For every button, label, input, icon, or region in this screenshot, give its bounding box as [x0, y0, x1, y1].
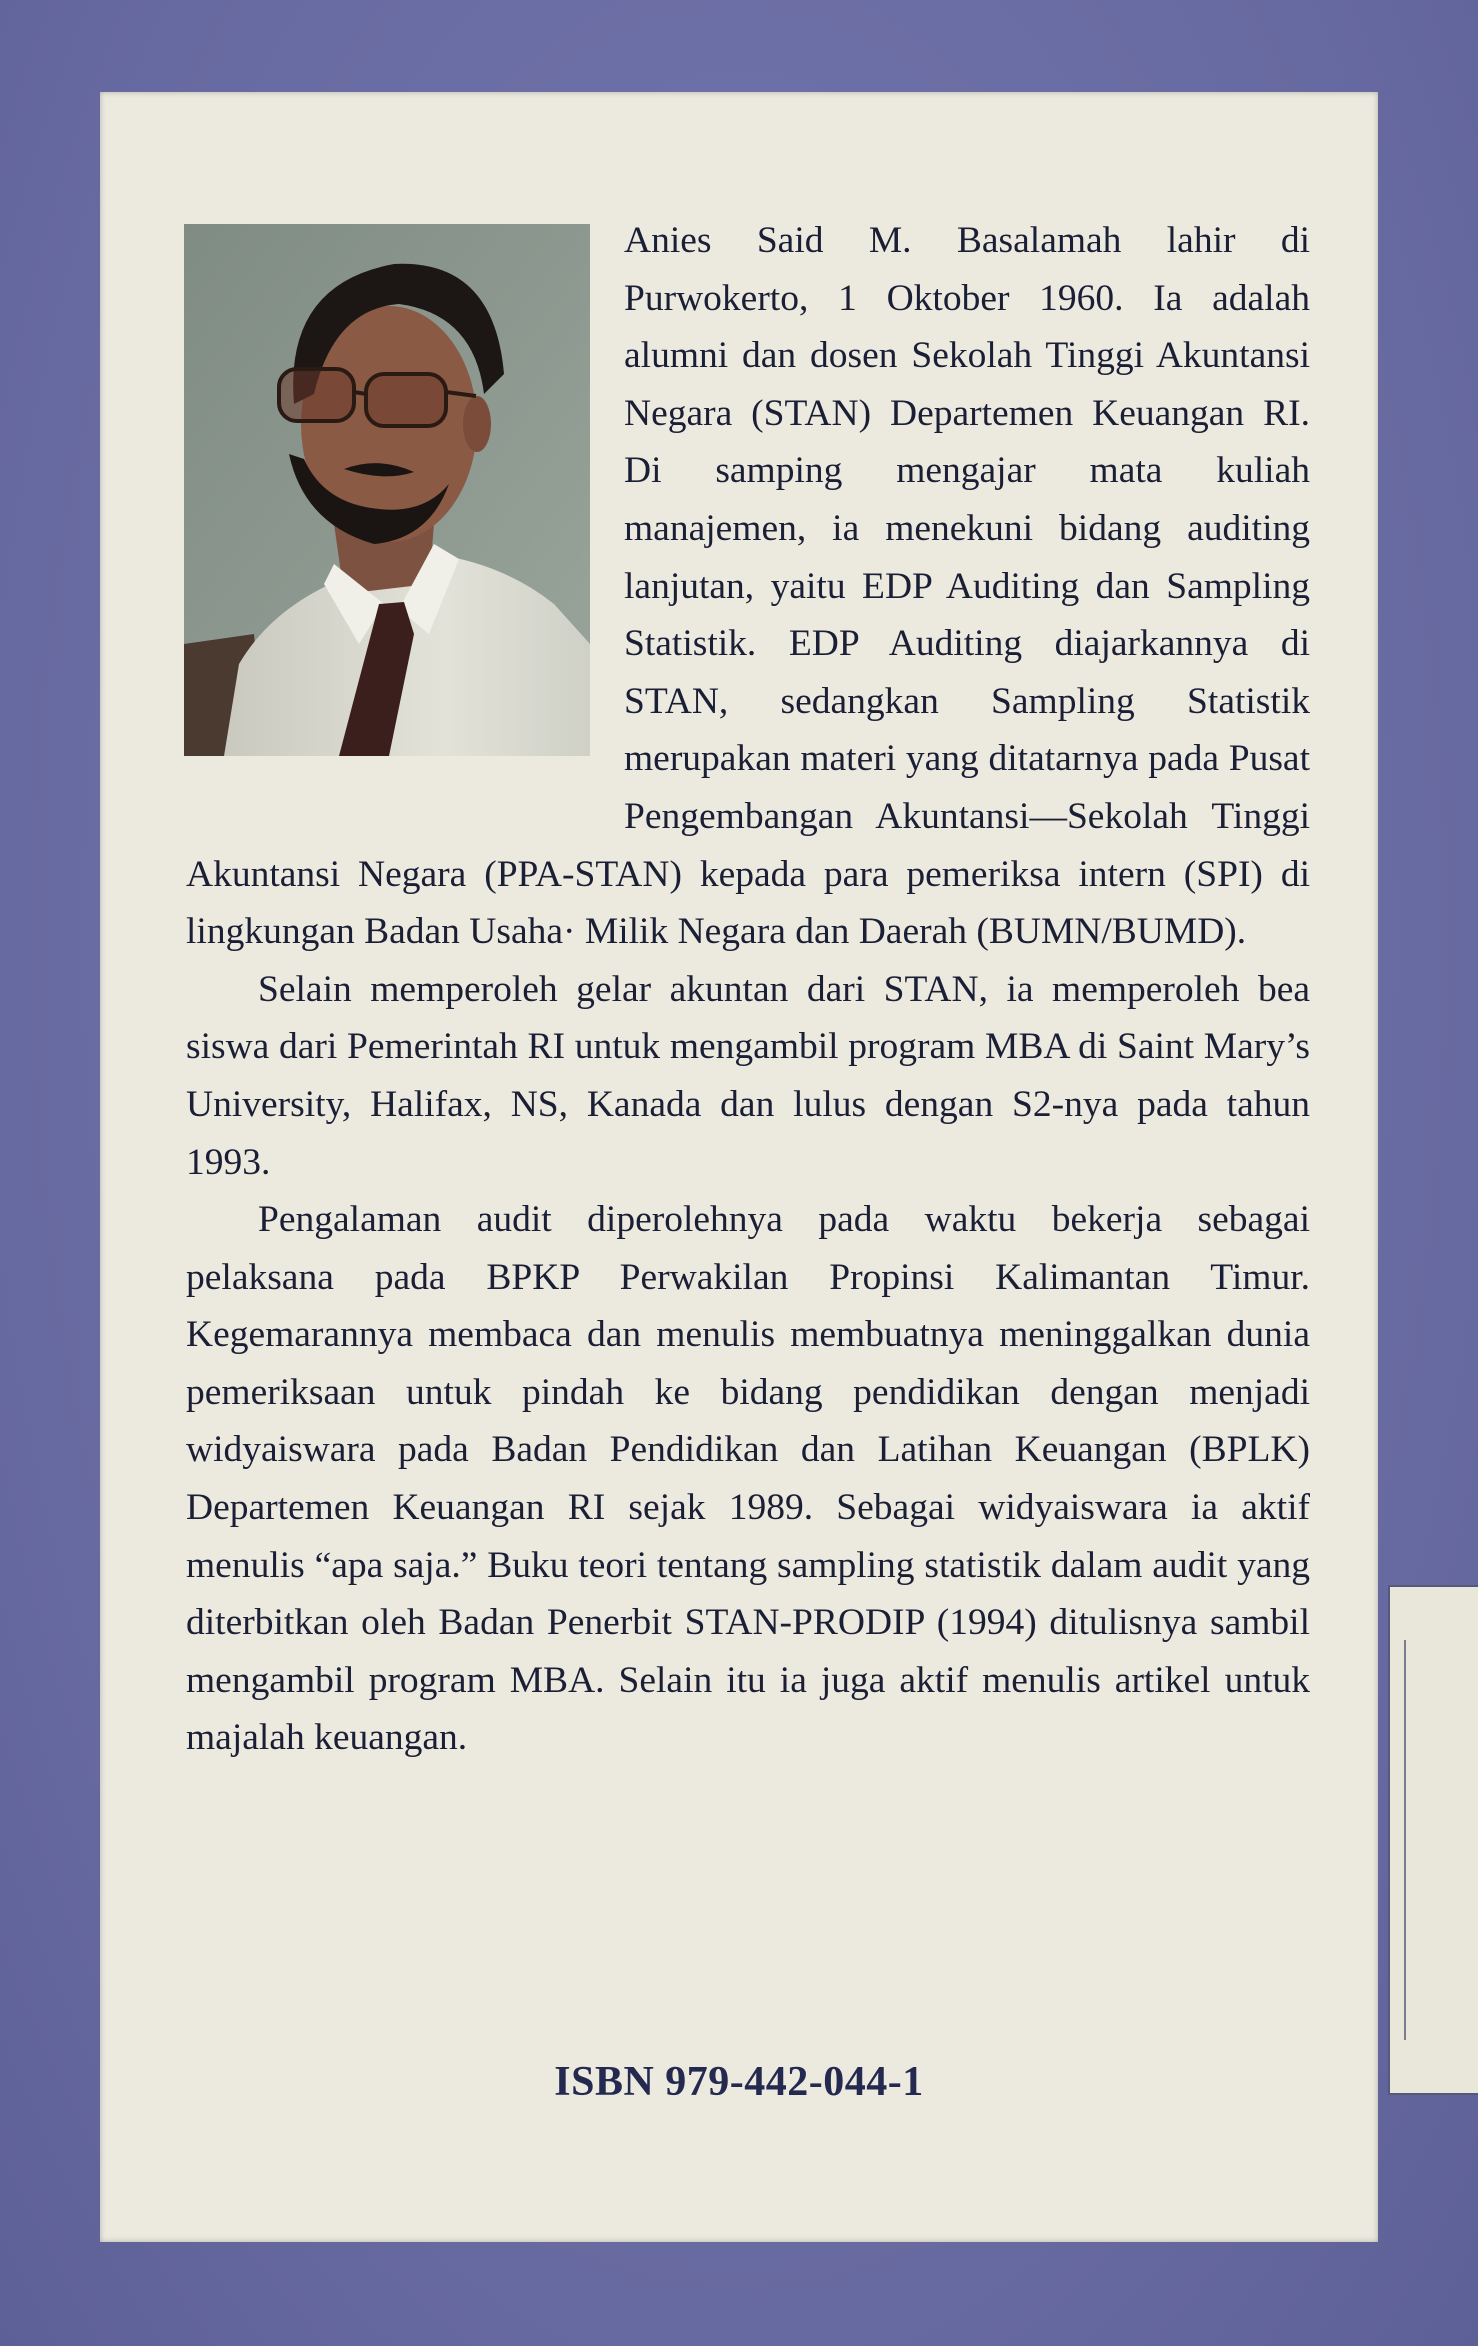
text-panel: [100, 92, 1378, 2242]
bio-paragraph-3: Pengalaman audit diperolehnya pada waktu bekerja sebagai pelaksana pada BPKP Perwakilan Propinsi Kalimantan Timur. Kegemarannya membaca dan menulis membuatnya meninggalkan dunia pemeriksaan untuk pindah ke bidang pendidikan dengan menjadi widyaiswara pada Badan Pendidikan dan Latihan Keuangan (BPLK) Departemen Keuangan RI sejak 1989. Sebagai widyaiswara ia aktif menulis “apa saja.” Buku teori tentang sampling statistik dalam audit yang diterbitkan oleh Badan Penerbit STAN-PRODIP (1994) ditulisnya sambil mengambil program MBA. Selain itu ia juga aktif menulis artikel untuk majalah keuangan.: [186, 1199, 1310, 1759]
author-biography: [186, 212, 1310, 1767]
bio-paragraph-1: Anies Said M. Basalamah lahir di Purwokerto, 1 Oktober 1960. Ia adalah alumni dan dosen Sekolah Tinggi Akuntansi Negara (STAN) Departemen Keuangan RI. Di samping mengajar mata kuliah manajemen, ia menekuni bidang auditing lanjutan, yaitu EDP Auditing dan Sampling Statistik. EDP Auditing diajarkannya di STAN, sedangkan Sampling Statistik merupakan materi yang ditatarnya pada Pusat Pengembangan Akuntansi—Sekolah Tinggi Akuntansi Negara (PPA-STAN) kepada para pemeriksa intern (SPI) di lingkungan Badan Usaha· Milik Negara dan Daerah (BUMN/BUMD).: [186, 220, 1310, 953]
isbn-number: ISBN 979-442-044-1: [554, 2059, 924, 2105]
sticker-edge-line: [1404, 1640, 1478, 2040]
bio-paragraph-2: Selain memperoleh gelar akuntan dari STAN, ia memperoleh bea siswa dari Pemerintah RI untuk mengambil program MBA di Saint Mary’s University, Halifax, NS, Kanada dan lulus dengan S2-nya pada tahun 1993.: [186, 968, 1310, 1183]
photo-wrap-spacer: [186, 212, 624, 788]
